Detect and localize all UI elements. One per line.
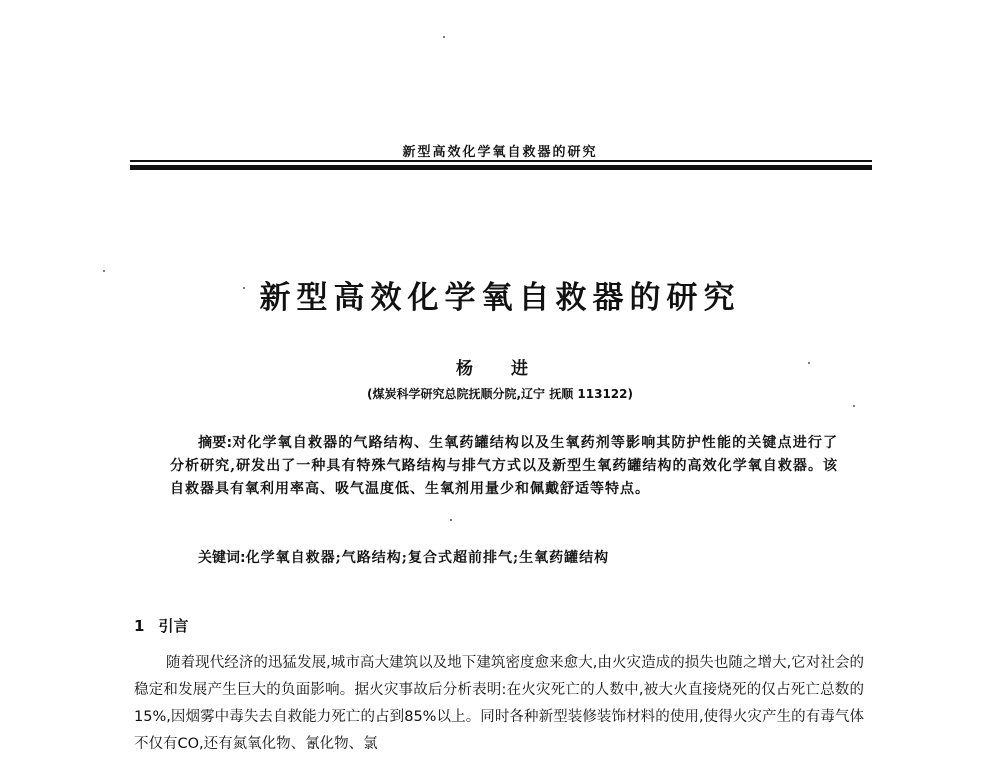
author-affiliation: (煤炭科学研究总院抚顺分院,辽宁 抚顺 113122)	[367, 387, 633, 401]
abstract-text: 对化学氧自救器的气路结构、生氧药罐结构以及生氧药剂等影响其防护性能的关键点进行了分析研究,研发出了一种具有特殊气路结构与排气方式以及新型生氧药罐结构的高效化学氧自救器。该自救器具有氧利用率高、吸气温度低、生氧剂用量少和佩戴舒适等特点。	[170, 435, 838, 497]
scan-speck	[103, 270, 105, 272]
section-title: 引言	[158, 617, 189, 635]
scan-speck	[450, 519, 452, 521]
running-header: 新型高效化学氧自救器的研究	[402, 145, 598, 160]
section-heading	[134, 615, 188, 636]
keywords-text: 化学氧自救器;气路结构;复合式超前排气;生氧药罐结构	[245, 550, 610, 566]
section-number: 1	[134, 617, 145, 635]
author-name: 杨 进	[456, 359, 544, 379]
abstract	[170, 432, 838, 501]
keywords	[198, 547, 838, 567]
header-rule-thick	[130, 165, 872, 170]
keywords-label: 关键词:	[198, 550, 246, 566]
abstract-label: 摘要:	[198, 435, 233, 451]
header-rule-thin	[130, 160, 872, 162]
scan-speck	[443, 36, 445, 38]
paper-title: 新型高效化学氧自救器的研究	[259, 280, 741, 316]
scan-speck	[853, 405, 855, 407]
body-paragraph	[134, 650, 864, 758]
paragraph-text: 随着现代经济的迅猛发展,城市高大建筑以及地下建筑密度愈来愈大,由火灾造成的损失也随之增大,它对社会的稳定和发展产生巨大的负面影响。据火灾事故后分析表明:在火灾死亡的人数中,被大火直接烧死的仅占死亡总数的15%,因烟雾中毒失去自救能力死亡的占到85%以上。同时各种新型装修装饰材料的使用,使得火灾产生的有毒气体不仅有CO,还有氮氧化物、氰化物、氯	[134, 655, 864, 752]
